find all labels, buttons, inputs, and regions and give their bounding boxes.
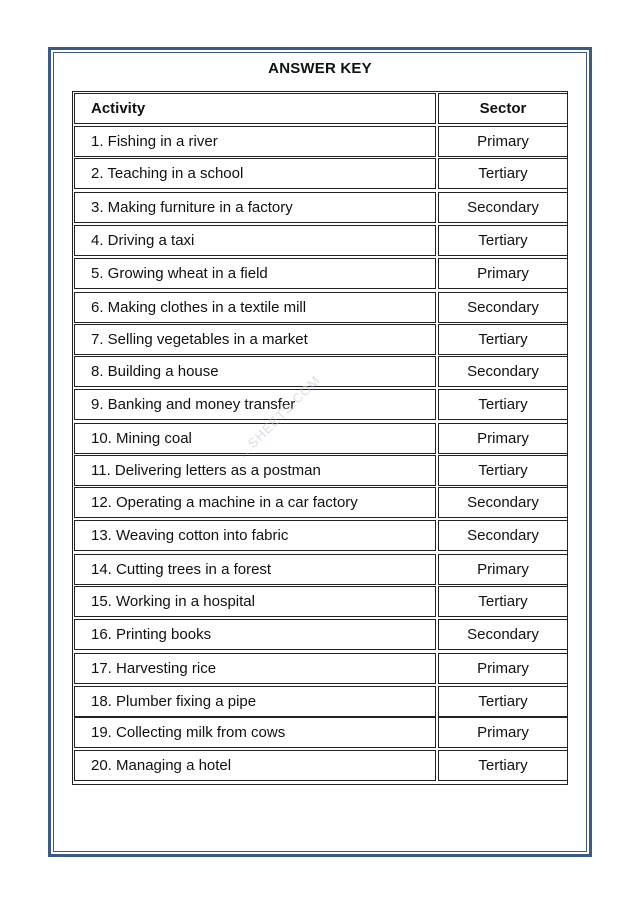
- activity-cell: 4. Driving a taxi: [74, 225, 436, 256]
- activity-cell: 7. Selling vegetables in a market: [74, 324, 436, 355]
- table-row: [74, 619, 568, 650]
- activity-cell: 2. Teaching in a school: [74, 158, 436, 189]
- activity-cell: 16. Printing books: [74, 619, 436, 650]
- sector-cell: Primary: [438, 126, 568, 157]
- sector-cell: Tertiary: [438, 750, 568, 781]
- activity-cell: 9. Banking and money transfer: [74, 389, 436, 420]
- table-row: [74, 487, 568, 518]
- sector-cell: Secondary: [438, 520, 568, 551]
- sector-cell: Primary: [438, 653, 568, 684]
- activity-cell: 19. Collecting milk from cows: [74, 717, 436, 748]
- sector-cell: Tertiary: [438, 586, 568, 617]
- table-row: [74, 423, 568, 454]
- column-header-sector: Sector: [438, 93, 568, 124]
- activity-cell: 11. Delivering letters as a postman: [74, 455, 436, 486]
- table-row: [74, 126, 568, 157]
- sector-cell: Primary: [438, 717, 568, 748]
- column-header-activity: Activity: [74, 93, 436, 124]
- table-row: [74, 750, 568, 781]
- activity-cell: 17. Harvesting rice: [74, 653, 436, 684]
- activity-cell: 15. Working in a hospital: [74, 586, 436, 617]
- table-row: [74, 686, 568, 717]
- sector-cell: Primary: [438, 258, 568, 289]
- table-row: [74, 292, 568, 323]
- sector-cell: Secondary: [438, 619, 568, 650]
- activity-cell: 12. Operating a machine in a car factory: [74, 487, 436, 518]
- answer-table: [72, 91, 568, 785]
- sector-cell: Primary: [438, 554, 568, 585]
- activity-cell: 6. Making clothes in a textile mill: [74, 292, 436, 323]
- table-row: [74, 389, 568, 420]
- activity-cell: 10. Mining coal: [74, 423, 436, 454]
- table-row: [74, 586, 568, 617]
- activity-cell: 1. Fishing in a river: [74, 126, 436, 157]
- sector-cell: Tertiary: [438, 455, 568, 486]
- sector-cell: Secondary: [438, 192, 568, 223]
- activity-cell: 14. Cutting trees in a forest: [74, 554, 436, 585]
- activity-cell: 18. Plumber fixing a pipe: [74, 686, 436, 717]
- sector-cell: Tertiary: [438, 686, 568, 717]
- activity-cell: 20. Managing a hotel: [74, 750, 436, 781]
- activity-cell: 3. Making furniture in a factory: [74, 192, 436, 223]
- sector-cell: Tertiary: [438, 158, 568, 189]
- table-row: [74, 158, 568, 189]
- sector-cell: Primary: [438, 423, 568, 454]
- table-row: [74, 225, 568, 256]
- sector-cell: Secondary: [438, 487, 568, 518]
- sector-cell: Tertiary: [438, 324, 568, 355]
- table-row: [74, 520, 568, 551]
- table-row: [74, 554, 568, 585]
- page-title: ANSWER KEY: [268, 60, 372, 77]
- table-row: [74, 455, 568, 486]
- table-row: [74, 653, 568, 684]
- watermark-text: ...SHEETS.COM: [235, 372, 324, 461]
- table-row: [74, 324, 568, 355]
- sector-cell: Secondary: [438, 292, 568, 323]
- activity-cell: 13. Weaving cotton into fabric: [74, 520, 436, 551]
- table-row: [74, 192, 568, 223]
- table-row: [74, 258, 568, 289]
- table-header-row: [74, 93, 568, 124]
- sector-cell: Tertiary: [438, 389, 568, 420]
- sector-cell: Secondary: [438, 356, 568, 387]
- table-row: [74, 717, 568, 748]
- activity-cell: 5. Growing wheat in a field: [74, 258, 436, 289]
- activity-cell: 8. Building a house: [74, 356, 436, 387]
- sector-cell: Tertiary: [438, 225, 568, 256]
